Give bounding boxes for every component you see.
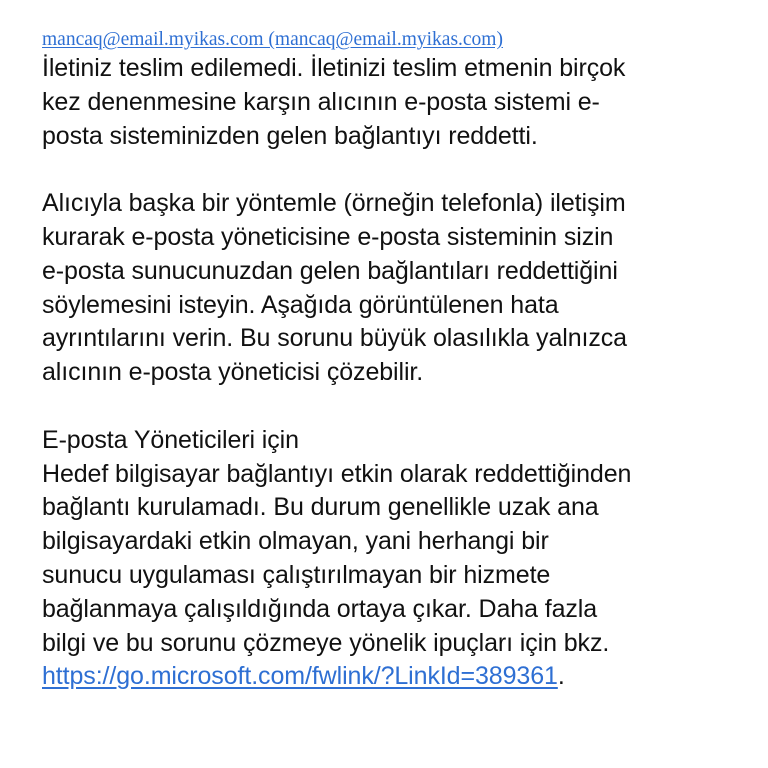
text-line: söylemesini isteyin. Aşağıda görüntülenen hata bbox=[42, 290, 559, 319]
bounce-message bbox=[42, 28, 742, 694]
help-link-line bbox=[42, 660, 742, 694]
text-line: kurarak e-posta yöneticisine e-posta sisteminin sizin bbox=[42, 222, 614, 251]
link-suffix: . bbox=[557, 662, 565, 691]
text-line: posta sisteminizden gelen bağlantıyı reddetti. bbox=[42, 121, 538, 150]
text-line: bağlanmaya çalışıldığında ortaya çıkar. Daha fazla bbox=[42, 594, 598, 623]
paragraph-gap bbox=[42, 390, 742, 424]
text-line: sunucu uygulaması çalıştırılmayan bir hizmete bbox=[42, 560, 551, 589]
text-line: e-posta sunucunuzdan gelen bağlantıları reddettiğini bbox=[42, 256, 618, 285]
text-line: bağlantı kurulamadı. Bu durum genellikle uzak ana bbox=[42, 493, 599, 522]
paragraph-gap bbox=[42, 153, 742, 187]
text-line: bilgisayardaki etkin olmayan, yani herhangi bir bbox=[42, 527, 549, 556]
admin-section bbox=[42, 424, 742, 694]
text-line: Hedef bilgisayar bağlantıyı etkin olarak reddettiğinden bbox=[42, 459, 632, 488]
delivery-failure-paragraph bbox=[42, 52, 742, 187]
text-line: Alıcıyla başka bir yöntemle (örneğin telefonla) iletişim bbox=[42, 189, 626, 218]
sender-email-link[interactable]: mancaq@email.myikas.com (mancaq@email.myikas.com) bbox=[42, 29, 503, 50]
text-line: İletiniz teslim edilemedi. İletinizi teslim etmenin birçok bbox=[42, 54, 626, 82]
recipient-contact-paragraph bbox=[42, 187, 742, 424]
microsoft-help-link[interactable]: https://go.microsoft.com/fwlink/?LinkId=389361 bbox=[42, 662, 558, 691]
text-line: ayrıntılarını verin. Bu sorunu büyük olasılıkla yalnızca bbox=[42, 324, 627, 353]
admin-section-heading: E-posta Yöneticileri için bbox=[42, 425, 299, 454]
text-line: kez denenmesine karşın alıcının e-posta sistemi e- bbox=[42, 87, 600, 116]
text-line: alıcının e-posta yöneticisi çözebilir. bbox=[42, 358, 424, 387]
text-line: bilgi ve bu sorunu çözmeye yönelik ipuçları için bkz. bbox=[42, 628, 610, 657]
